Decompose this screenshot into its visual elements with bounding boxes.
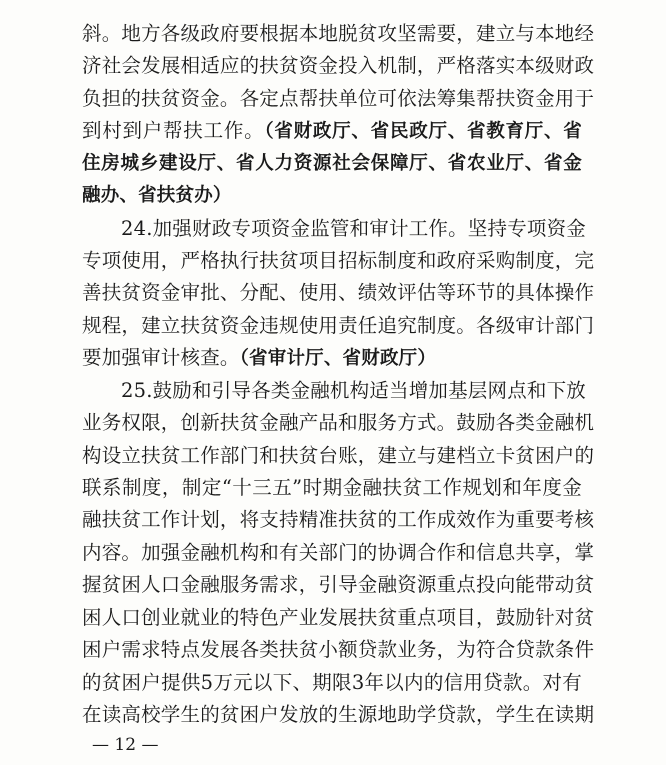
page-number: — 12 — (92, 735, 159, 755)
text-run: 要加强审计核查。 (82, 346, 240, 370)
responsible-departments-line: 融办、省扶贫办） (82, 185, 232, 207)
text-line: 业务权限，创新扶贫金融产品和服务方式。鼓励各类金融机 (82, 411, 595, 435)
text-line: 困户需求特点发展各类扶贫小额贷款业务，为符合贷款条件 (82, 638, 595, 662)
text-line: 专项使用，严格执行扶贫项目招标制度和政府采购制度，完 (82, 249, 595, 272)
text-line-mixed (82, 343, 582, 373)
text-line: 融扶贫工作计划，将支持精准扶贫的工作成效作为重要考核 (82, 508, 595, 532)
article-25-first-line: 25.鼓励和引导各类金融机构适当增加基层网点和下放 (121, 378, 587, 402)
text-line: 联系制度，制定“十三五”时期金融扶贫工作规划和年度金 (82, 476, 582, 499)
text-line: 济社会发展相适应的扶贫资金投入机制，严格落实本级财政 (82, 54, 595, 78)
responsible-departments: （省审计厅、省财政厅） (239, 348, 437, 370)
text-line: 负担的扶贫资金。各定点帮扶单位可依法筹集帮扶资金用于 (82, 86, 595, 110)
text-line: 构设立扶贫工作部门和扶贫台账，建立与建档立卡贫困户的 (82, 443, 595, 467)
text-run: 到村到户帮扶工作。 (82, 119, 265, 143)
text-line: 困人口创业就业的特色产业发展扶贫重点项目，鼓励针对贫 (82, 605, 595, 629)
text-line: 的贫困户提供5万元以下、期限3年以内的信用贷款。对有 (82, 670, 582, 694)
responsible-departments-line: 住房城乡建设厅、省人力资源社会保障厅、省农业厅、省金 (82, 152, 582, 174)
responsible-departments: （省财政厅、省民政厅、省教育厅、省 (264, 121, 582, 143)
text-line: 握贫困人口金融服务需求，引导金融资源重点投向能带动贫 (82, 573, 595, 597)
text-line-mixed (82, 116, 582, 146)
text-line: 规程，建立扶贫资金违规使用责任追究制度。各级审计部门 (82, 313, 595, 337)
text-line: 内容。加强金融机构和有关部门的协调合作和信息共享，掌 (82, 540, 595, 564)
text-line: 斜。地方各级政府要根据本地脱贫攻坚需要，建立与本地经 (82, 22, 595, 45)
text-line: 在读高校学生的贫困户发放的生源地助学贷款，学生在读期 (82, 703, 595, 726)
article-24-first-line: 24.加强财政专项资金监管和审计工作。坚持专项资金 (121, 216, 587, 240)
text-line: 善扶贫资金审批、分配、使用、绩效评估等环节的具体操作 (82, 281, 595, 305)
